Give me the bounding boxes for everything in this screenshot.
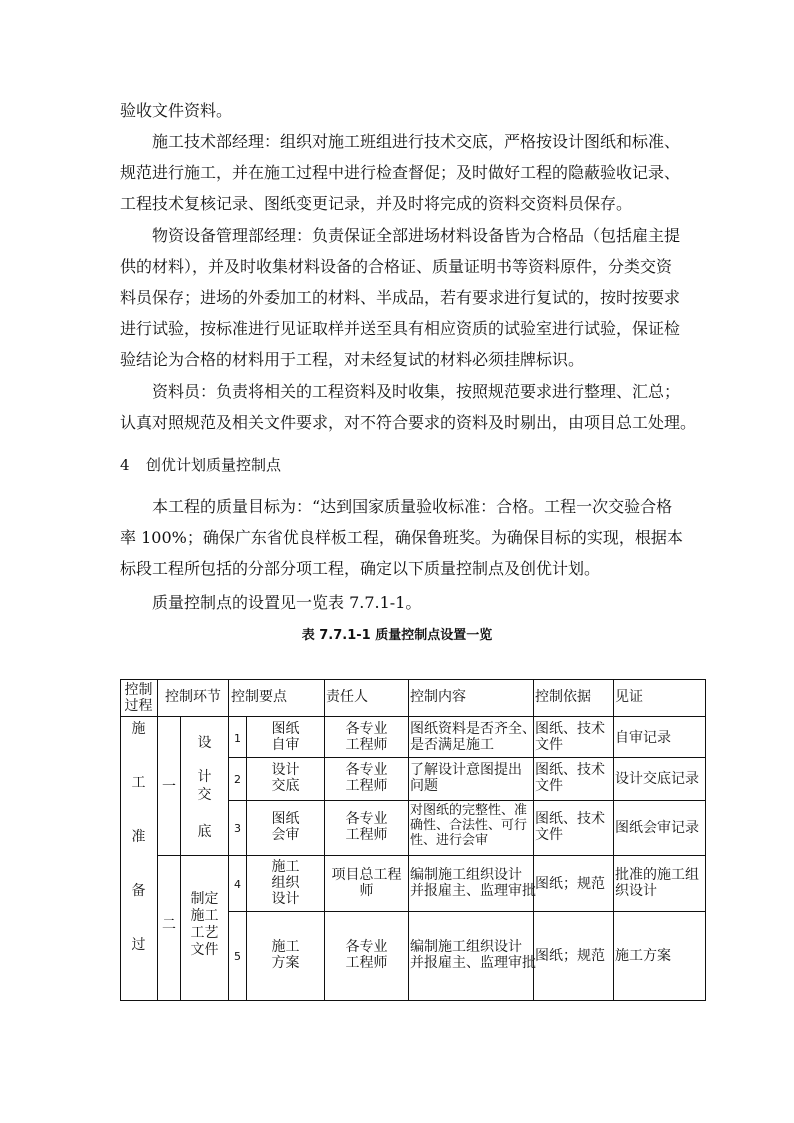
- process-char: 备: [131, 883, 146, 899]
- row-index: 5: [234, 950, 241, 963]
- header-point: 控制要点: [231, 689, 287, 705]
- paragraph-document-clerk: [120, 376, 697, 438]
- section-title: 创优计划质量控制点: [146, 456, 282, 474]
- group-number: 二: [162, 917, 176, 933]
- text-line: 进行试验，按标准进行见证取样并送至具有相应资质的试验室进行试验，保证检: [120, 319, 681, 338]
- group-name-char: 计: [197, 769, 212, 785]
- cell-evidence: 设计交底记录: [615, 771, 699, 787]
- paragraph-tech-manager: [120, 126, 680, 219]
- group-number: 一: [162, 779, 176, 795]
- cell-owner: 各专业 工程师: [345, 811, 388, 843]
- quality-control-table: [120, 679, 706, 1001]
- row-index: 3: [234, 822, 241, 835]
- cell-content: 对图纸的完整性、准 确性、合法性、可行 性、进行会审: [410, 803, 528, 848]
- header-content: 控制内容: [410, 689, 466, 705]
- text-line: 标段工程所包括的分部分项工程，确定以下质量控制点及创优计划。: [120, 559, 601, 578]
- text-line: 本工程的质量目标为：“达到国家质量验收标准：合格。工程一次交验合格: [152, 497, 673, 516]
- text-line: 供的材料），并及时收集材料设备的合格证、质量证明书等资料原件，分类交资: [120, 257, 673, 276]
- text-line: 认真对照规范及相关文件要求，对不符合要求的资料及时剔出，由项目总工处理。: [120, 413, 697, 432]
- table-caption: 表 7.7.1-1 质量控制点设置一览: [301, 628, 493, 643]
- paragraph-material-manager: [120, 220, 680, 375]
- cell-content: 图纸资料是否齐全、 是否满足施工: [410, 721, 536, 753]
- text-line: 物资设备管理部经理：负责保证全部进场材料设备皆为合格品（包括雇主提: [152, 226, 681, 245]
- header-owner: 责任人: [326, 689, 368, 705]
- paragraph-acceptance: [120, 95, 680, 126]
- cell-basis: 图纸；规范: [535, 948, 605, 964]
- cell-point: 施工 组织 设计: [271, 859, 300, 907]
- group-name-char: 底: [197, 824, 212, 840]
- cell-owner: 项目总工程 师: [331, 867, 402, 899]
- header-evidence: 见证: [615, 689, 643, 705]
- section-number: 4: [120, 456, 130, 474]
- cell-basis: 图纸、技术 文件: [535, 762, 605, 794]
- group-name-char: 设: [197, 735, 212, 751]
- cell-point: 图纸 会审: [271, 811, 300, 843]
- row-index: 4: [234, 878, 241, 891]
- cell-evidence: 自审记录: [615, 730, 671, 746]
- cell-owner: 各专业 工程师: [345, 939, 388, 971]
- cell-evidence: 图纸会审记录: [615, 820, 699, 836]
- text-line: 验结论为合格的材料用于工程，对未经复试的材料必须挂牌标识。: [120, 350, 585, 369]
- text-line: 料员保存；进场的外委加工的材料、半成品，若有要求进行复试的，按时按要求: [120, 288, 681, 307]
- cell-owner: 各专业 工程师: [345, 762, 388, 794]
- process-char: 准: [131, 829, 146, 845]
- text-line: 工程技术复核记录、图纸变更记录，并及时将完成的资料交资料员保存。: [120, 194, 633, 213]
- group-name: 制定施工工艺文件: [190, 891, 219, 958]
- cell-point: 施工 方案: [271, 939, 300, 971]
- text-line: 资料员：负责将相关的工程资料及时收集，按照规范要求进行整理、汇总；: [152, 382, 681, 401]
- process-char: 工: [131, 775, 146, 791]
- section-heading: [120, 455, 281, 475]
- cell-basis: 图纸；规范: [535, 876, 605, 892]
- cell-owner: 各专业 工程师: [345, 721, 388, 753]
- text-line: 验收文件资料。: [120, 101, 233, 120]
- group-name-char: 交: [197, 787, 212, 803]
- cell-content: 编制施工组织设计 并报雇主、监理审批: [410, 939, 536, 971]
- cell-point: 图纸 自审: [271, 721, 300, 753]
- header-stage: 控制环节: [165, 689, 221, 705]
- text-line: 规范进行施工，并在施工过程中进行检查督促；及时做好工程的隐蔽验收记录、: [120, 163, 681, 182]
- process-char: 过: [131, 937, 146, 953]
- row-index: 2: [234, 773, 241, 786]
- cell-point: 设计 交底: [271, 762, 300, 794]
- cell-basis: 图纸、技术 文件: [535, 721, 605, 753]
- header-basis: 控制依据: [535, 689, 591, 705]
- row-index: 1: [234, 732, 241, 745]
- cell-evidence: 批准的施工组 织设计: [615, 867, 699, 899]
- cell-evidence: 施工方案: [615, 948, 671, 964]
- cell-content: 编制施工组织设计 并报雇主、监理审批: [410, 867, 536, 899]
- text-line: 施工技术部经理：组织对施工班组进行技术交底，严格按设计图纸和标准、: [152, 132, 681, 151]
- header-process: 控制过程: [124, 682, 153, 714]
- text-line: 质量控制点的设置见一览表 7.7.1-1。: [152, 593, 422, 612]
- text-line: 率 100%；确保广东省优良样板工程，确保鲁班奖。为确保目标的实现，根据本: [120, 528, 683, 547]
- paragraph-table-reference: [120, 587, 680, 618]
- process-char: 施: [131, 721, 146, 737]
- cell-content: 了解设计意图提出 问题: [410, 762, 522, 794]
- cell-basis: 图纸、技术 文件: [535, 811, 605, 843]
- paragraph-quality-goal: [120, 491, 683, 584]
